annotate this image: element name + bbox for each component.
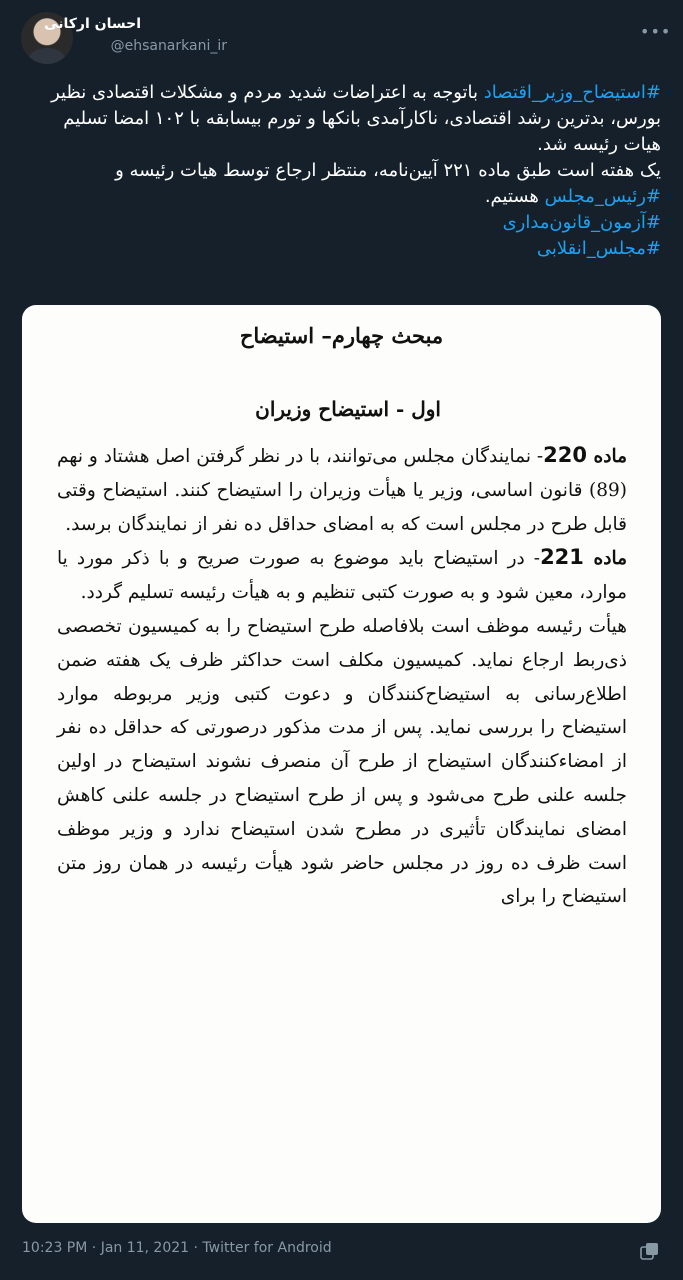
article-label: ماده <box>587 446 627 467</box>
tweet-paragraph-3 <box>21 210 661 236</box>
article-label: ماده <box>583 548 628 570</box>
tweet-date[interactable]: Jan 11, 2021 <box>100 1240 190 1256</box>
tweet-paragraph-1 <box>21 80 661 158</box>
article-text: - نمایندگان مجلس می‌توانند، با در نظر گرفتن اصل هشتاد و نهم (89) قانون اساسی، وزیر یا هیأت وزیران را استیضاح کنند. استیضاح وقتی قابل طرح در مجلس است که به امضای حداقل ده نفر از نمایندگان برسد. <box>57 446 627 535</box>
article-number: 221 <box>540 545 584 570</box>
article-number: 220 <box>543 443 588 467</box>
tweet-text <box>21 80 661 262</box>
tweet-text-segment: هستیم. <box>484 186 545 207</box>
tweet-source[interactable]: Twitter for Android <box>202 1240 332 1256</box>
document-heading: مبحث چهارم– استیضاح <box>239 323 444 348</box>
author-name[interactable]: احسان ارکانی <box>44 16 141 32</box>
tweet-footer: 10:23 PM · Jan 11, 2021 · Twitter for Android <box>22 1240 332 1256</box>
document-subheading: اول - استیضاح وزیران <box>255 397 441 421</box>
more-icon[interactable]: ••• <box>640 22 672 41</box>
tweet-paragraph-2 <box>21 158 661 210</box>
hashtag-link[interactable]: #استیضاح_وزیر_اقتصاد <box>483 82 661 103</box>
share-icon[interactable] <box>640 1242 660 1260</box>
tweet-text-segment: باتوجه به اعتراضات شدید مردم و مشکلات اقتصادی نظیر بورس، بدترین رشد اقتصادی، ناکارآمدی بانکها و تورم بیسابقه با ۱۰۲ امضا تسلیم هیات رئیسه شد. <box>51 82 661 155</box>
document-body <box>57 439 627 914</box>
author-handle[interactable]: @ehsanarkani_ir <box>110 38 227 54</box>
attached-image[interactable] <box>22 305 661 1223</box>
article-220 <box>57 439 627 541</box>
tweet-paragraph-4 <box>21 236 661 262</box>
hashtag-link[interactable]: #مجلس_انقلابی <box>536 238 661 259</box>
article-221 <box>57 541 627 610</box>
tweet-header <box>0 0 683 80</box>
tweet-time[interactable]: 10:23 PM <box>22 1240 88 1256</box>
article-text: - در استیضاح باید موضوع به صورت صریح و با ذکر مورد یا موارد، معین شود و به صورت کتبی تنظیم و به هیأت رئیسه تسلیم گردد. <box>57 548 627 604</box>
article-paragraph: هیأت رئیسه موظف است بلافاصله طرح استیضاح را به کمیسیون تخصصی ذی‌ربط ارجاع نماید. کمیسیون مکلف است حداکثر ظرف یک هفته ضمن اطلاع‌رسانی به استیضاح‌کنندگان و دعوت کتبی وزیر مربوطه موارد استیضاح را بررسی نماید. پس از مدت مذکور درصورتی که حداقل ده نفر از امضاءکنندگان استیضاح از طرح آن منصرف نشوند استیضاح در اولین جلسه علنی طرح می‌شود و پس از طرح استیضاح در جلسه علنی کاهش امضای نمایندگان تأثیری در مطرح شدن استیضاح ندارد و وزیر موظف است ظرف ده روز در مجلس حاضر شود هیأت رئیسه در همان روز متن استیضاح را برای <box>57 615 627 908</box>
hashtag-link[interactable]: #آزمون_قانون‌مداری <box>502 212 661 233</box>
tweet-text-segment: یک هفته است طبق ماده ۲۲۱ آیین‌نامه، منتظر ارجاع توسط هیات رئیسه و <box>115 160 661 181</box>
hashtag-link[interactable]: #رئیس_مجلس <box>544 186 661 207</box>
